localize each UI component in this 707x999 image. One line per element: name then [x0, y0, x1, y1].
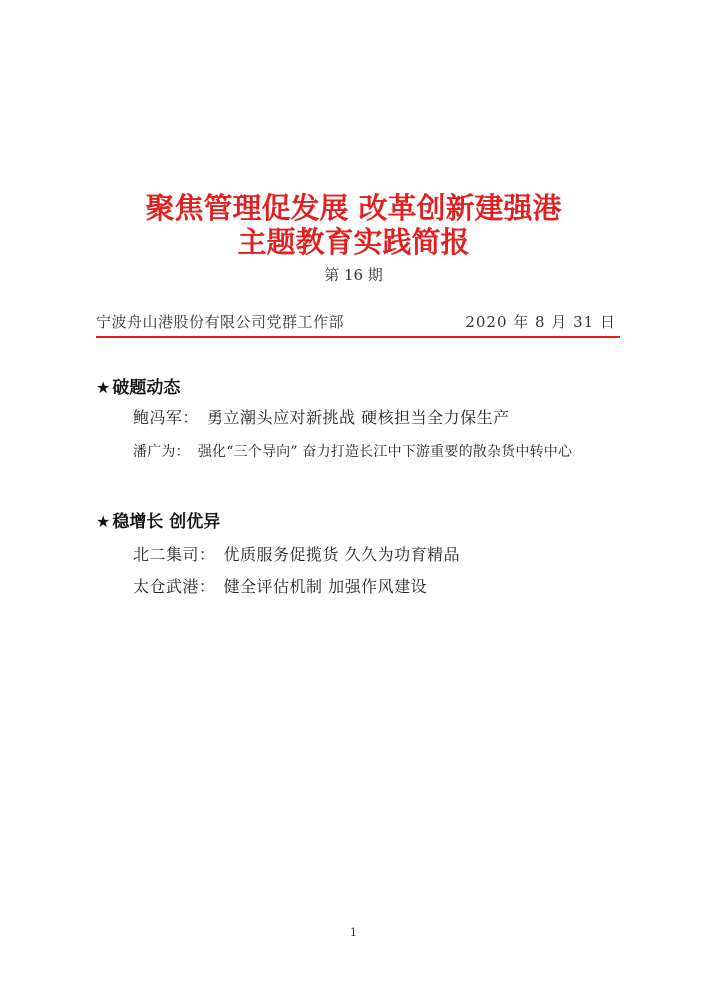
- section-heading-text: 破题动态: [112, 378, 181, 398]
- article-item: [133, 576, 427, 598]
- bulletin-title-line-1: 聚焦管理促发展 改革创新建强港: [145, 191, 562, 225]
- section-heading-steady-growth: [96, 511, 220, 533]
- page-number: 1: [350, 926, 357, 939]
- star-icon: ★: [96, 512, 111, 531]
- article-headline: 优质服务促揽货 久久为功育精品: [223, 545, 461, 564]
- article-author: 鲍冯军：: [133, 408, 200, 427]
- article-item: [133, 544, 460, 566]
- article-headline: 勇立潮头应对新挑战 硬核担当全力保生产: [207, 408, 510, 427]
- article-headline: 健全评估机制 加强作风建设: [223, 577, 428, 596]
- section-heading-text: 稳增长 创优异: [112, 512, 221, 532]
- section-heading-breaking-news: [96, 377, 180, 399]
- masthead: [96, 311, 620, 335]
- issue-number: 第 16 期: [324, 266, 383, 284]
- red-divider: [96, 336, 620, 338]
- article-author: 太仓武港：: [133, 577, 216, 596]
- article-author: 北二集司：: [133, 545, 216, 564]
- star-icon: ★: [96, 378, 111, 397]
- article-item: [133, 441, 572, 463]
- bulletin-title-line-2: 主题教育实践简报: [237, 225, 470, 259]
- publish-date: 2020 年 8 月 31 日: [465, 313, 616, 331]
- article-headline: 强化“三个导向” 奋力打造长江中下游重要的散杂货中转中心: [197, 444, 573, 460]
- article-author: 潘广为：: [133, 444, 190, 460]
- article-item: [133, 407, 510, 429]
- publisher-name: 宁波舟山港股份有限公司党群工作部: [96, 313, 345, 331]
